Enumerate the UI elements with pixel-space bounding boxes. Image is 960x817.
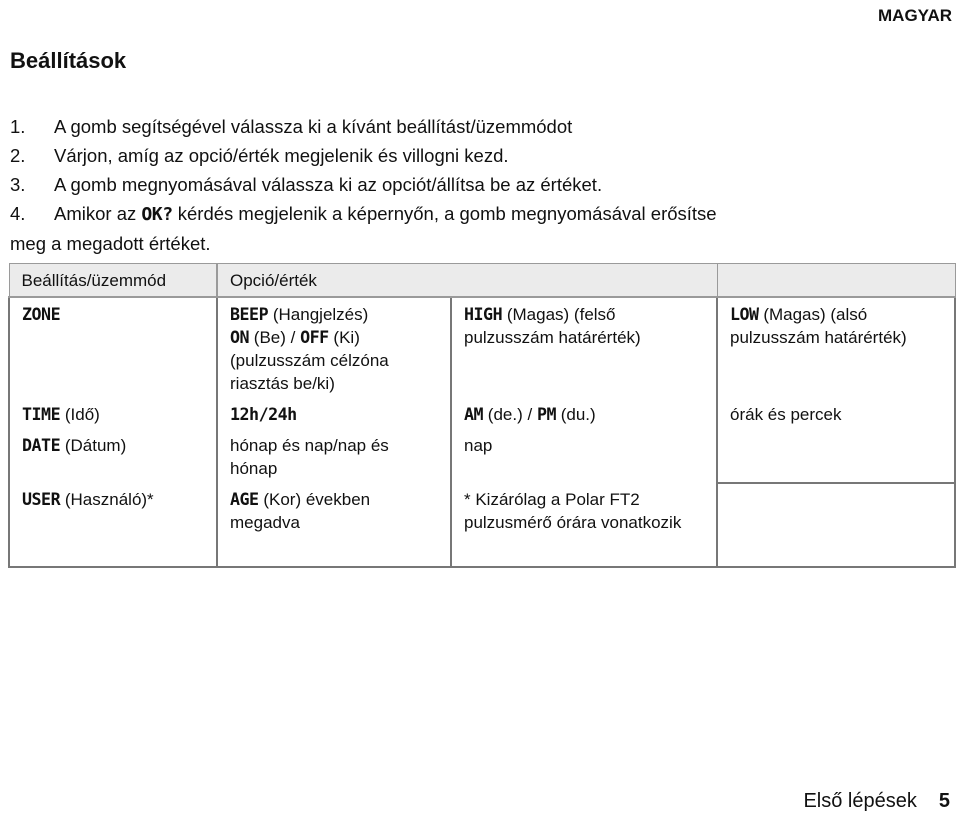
page-footer	[803, 790, 950, 813]
language-label: MAGYAR	[878, 6, 952, 25]
cell-option: 12h/24h	[217, 398, 451, 429]
table-row	[9, 429, 955, 483]
list-item	[10, 112, 950, 141]
step-text: A gomb megnyomásával válassza ki az opciót/állítsa be az értéket.	[54, 174, 603, 195]
list-item	[10, 141, 950, 170]
cell-nap: nap	[451, 429, 717, 483]
cell-low: LOW (Magas) (alsó pulzusszám határérték)	[717, 297, 955, 398]
cell-setting: USER (Használó)*	[9, 483, 217, 567]
table-row	[9, 297, 955, 398]
header-filler	[717, 264, 955, 298]
step-number: 4.	[10, 203, 26, 224]
step-number: 1.	[10, 116, 26, 137]
lcd-ok-text: OK?	[141, 204, 173, 225]
cell-setting: ZONE	[9, 297, 217, 398]
step-text: Amikor az OK? kérdés megjelenik a képernyőn, a gomb megnyomásával erősítse	[54, 203, 717, 225]
cell-hours: órák és percek	[717, 398, 955, 429]
table-row	[9, 398, 955, 429]
step-text: A gomb segítségével válassza ki a kívánt beállítást/üzemmódot	[54, 116, 573, 137]
step-number: 3.	[10, 174, 26, 195]
cell-setting: TIME (Idő)	[9, 398, 217, 429]
cell-setting: DATE (Dátum)	[9, 429, 217, 483]
cell-option: BEEP (Hangjelzés) ON (Be) / OFF (Ki) (pulzusszám célzóna riasztás be/ki)	[217, 297, 451, 398]
header-setting: Beállítás/üzemmód	[9, 264, 217, 298]
page-number: 5	[938, 790, 950, 812]
footer-section: Első lépések	[803, 790, 917, 812]
cell-high: HIGH (Magas) (felső pulzusszám határérték)	[451, 297, 717, 398]
cell-empty	[717, 483, 955, 567]
list-item	[10, 170, 950, 199]
instruction-list	[10, 112, 950, 258]
header-option: Opció/érték	[217, 264, 451, 298]
step-number: 2.	[10, 145, 26, 166]
section-title: Beállítások	[10, 48, 127, 73]
cell-ampm: AM (de.) / PM (du.)	[451, 398, 717, 429]
cell-empty	[717, 429, 955, 483]
header-filler	[451, 264, 717, 298]
settings-table	[8, 263, 956, 568]
cell-option: hónap és nap/nap és hónap	[217, 429, 451, 483]
cell-option: AGE (Kor) években megadva	[217, 483, 451, 567]
table-header-row	[9, 264, 955, 298]
step-text: Várjon, amíg az opció/érték megjelenik és villogni kezd.	[54, 145, 509, 166]
step-continuation: meg a megadott értéket.	[10, 233, 211, 254]
list-item	[10, 199, 950, 229]
table-row	[9, 483, 955, 567]
cell-note: * Kizárólag a Polar FT2 pulzusmérő órára vonatkozik	[451, 483, 717, 567]
